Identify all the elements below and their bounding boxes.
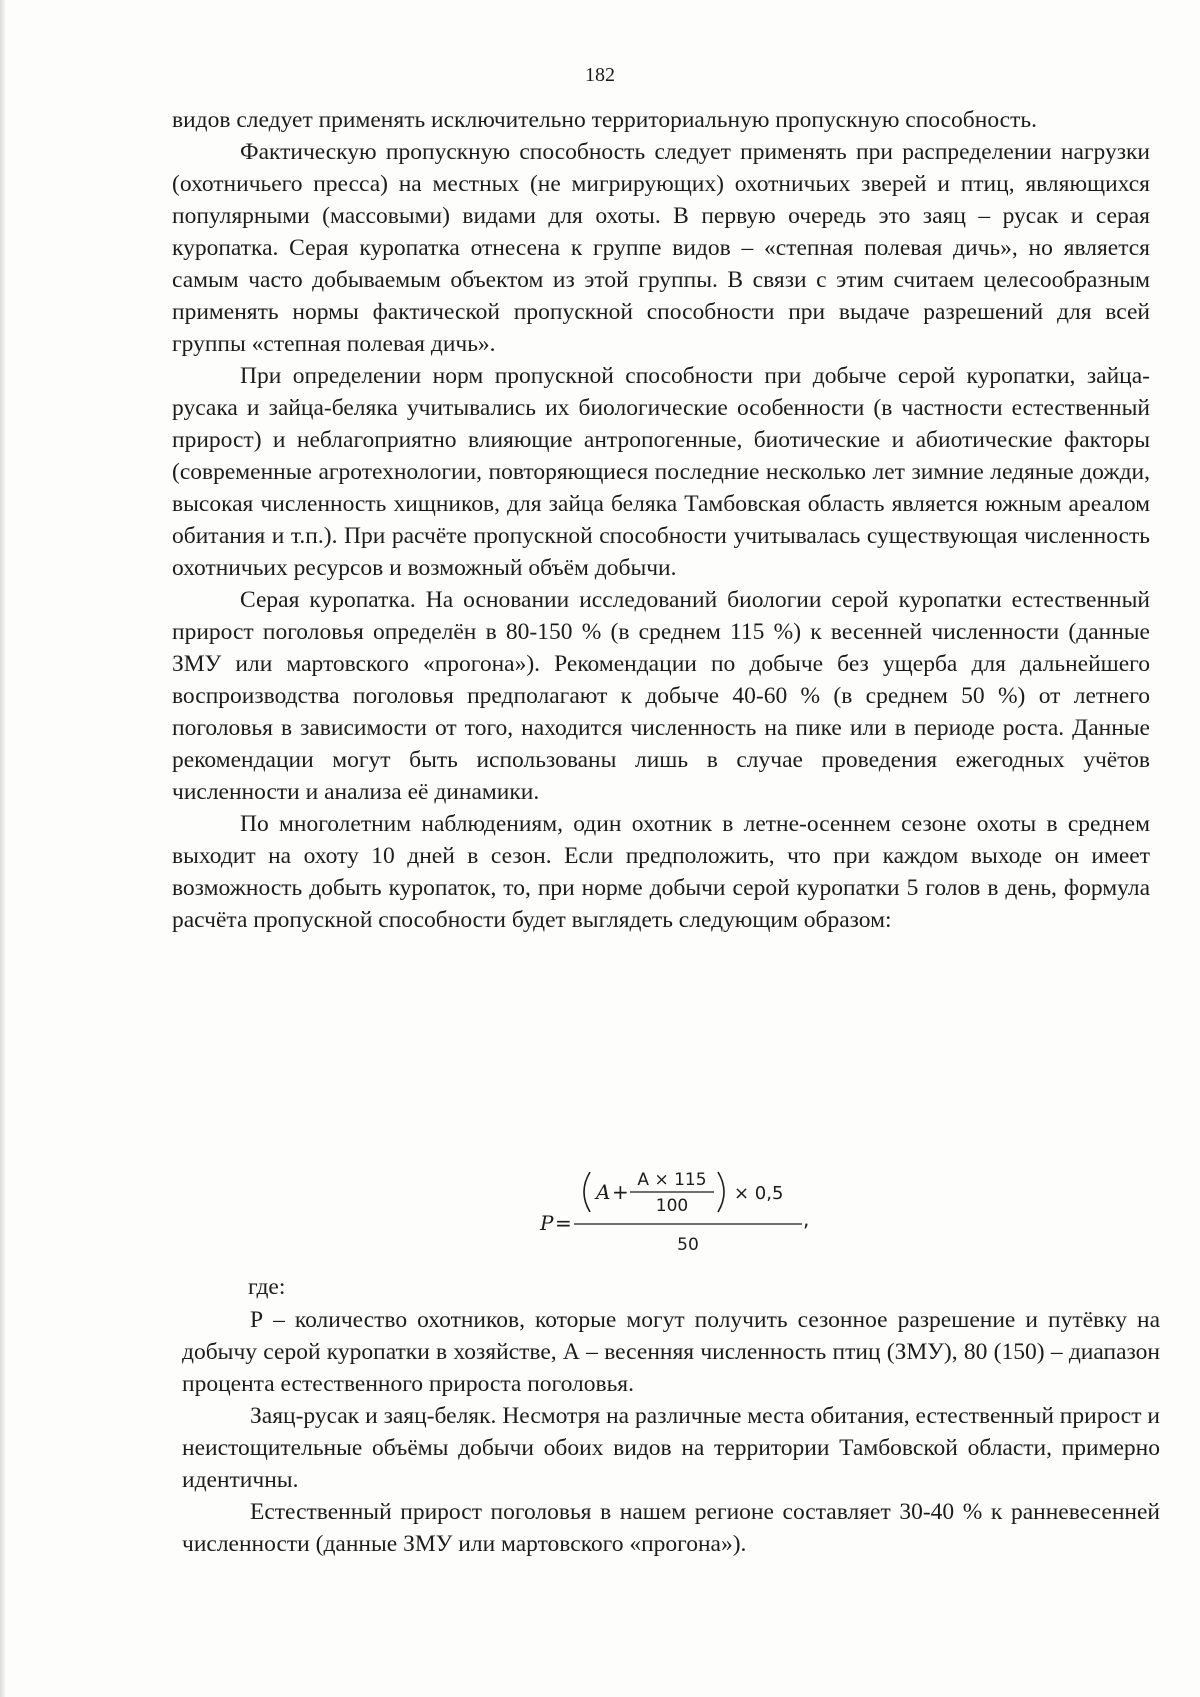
paragraph-hares: Заяц-русак и заяц-беляк. Несмотря на различные места обитания, естественный прирост и неистощительные объёмы добычи обоих видов на территории Тамбовской области, примерно идентичны. xyxy=(182,1403,1160,1493)
formula-svg xyxy=(540,1168,830,1260)
left-parenthesis xyxy=(584,1172,590,1212)
inner-numerator: A × 115 xyxy=(637,1170,707,1190)
paragraph-variable-definitions: Р – количество охотников, которые могут получить сезонное разрешение и путёвку на добычу серой куропатки в хозяйстве, А – весенняя численность птиц (ЗМУ), 80 (150) – диапазон процента естественного прироста поголовья. xyxy=(182,1307,1160,1397)
formula-multiplier: × 0,5 xyxy=(734,1183,784,1204)
where-label: где: xyxy=(248,1274,286,1300)
paragraph-continuation: видов следует применять исключительно территориальную пропускную способность. xyxy=(172,107,1037,133)
paragraph-hunter-observations: По многолетним наблюдениям, один охотник в летне-осеннем сезоне охоты в среднем выходит на охоту 10 дней в сезон. Если предположить, что при каждом выходе он имеет возможность добыть куропаток, то, при норме добычи серой куропатки 5 голов в день, формула расчёта пропускной способности будет выглядеть следующим образом: xyxy=(172,811,1150,933)
formula-var-a: A xyxy=(596,1180,611,1204)
formula-equals: = xyxy=(555,1211,572,1235)
scan-edge-shadow xyxy=(0,0,6,1697)
text-block-bottom xyxy=(182,1304,1160,1560)
right-parenthesis xyxy=(718,1172,724,1212)
page-number: 182 xyxy=(585,64,615,86)
capacity-formula xyxy=(540,1168,830,1260)
formula-plus: + xyxy=(612,1180,629,1204)
text-block-top xyxy=(172,104,1150,936)
paragraph-norms-definition: При определении норм пропускной способности при добыче серой куропатки, зайца-русака и зайца-беляка учитывались их биологические особенности (в частности естественный прирост) и неблагоприятно влияющие антропогенные, биотические и абиотические факторы (современные агротехнологии, повторяющиеся последние несколько лет зимние ледяные дожди, высокая численность хищников, для зайца беляка Тамбовская область является южным ареалом обитания и т.п.). При расчёте пропускной способности учитывалась существующая численность охотничьих ресурсов и возможный объём добычи. xyxy=(172,363,1150,581)
formula-lhs: P xyxy=(540,1211,554,1235)
paragraph-natural-growth: Естественный прирост поголовья в нашем регионе составляет 30-40 % к ранневесенней численности (данные ЗМУ или мартовского «прогона»). xyxy=(182,1499,1160,1557)
inner-denominator: 100 xyxy=(655,1196,689,1216)
paragraph-grey-partridge: Серая куропатка. На основании исследований биологии серой куропатки естественный прирост поголовья определён в 80-150 % (в среднем 115 %) к весенней численности (данные ЗМУ или мартовского «прогона»). Рекомендации по добыче без ущерба для дальнейшего воспроизводства поголовья предполагают к добыче 40-60 % (в среднем 50 %) от летнего поголовья в зависимости от того, находится численность на пике или в периоде роста. Данные рекомендации могут быть использованы лишь в случае проведения ежегодных учётов численности и анализа её динамики. xyxy=(172,587,1150,805)
paragraph-actual-capacity: Фактическую пропускную способность следует применять при распределении нагрузки (охотничьего пресса) на местных (не мигрирующих) охотничьих зверей и птиц, являющихся популярными (массовыми) видами для охоты. В первую очередь это заяц – русак и серая куропатка. Серая куропатка отнесена к группе видов – «степная полевая дичь», но является самым часто добываемым объектом из этой группы. В связи с этим считаем целесообразным применять нормы фактической пропускной способности при выдаче разрешений для всей группы «степная полевая дичь». xyxy=(172,139,1150,357)
outer-denominator: 50 xyxy=(677,1235,699,1255)
formula-trailing-comma: , xyxy=(803,1207,810,1231)
